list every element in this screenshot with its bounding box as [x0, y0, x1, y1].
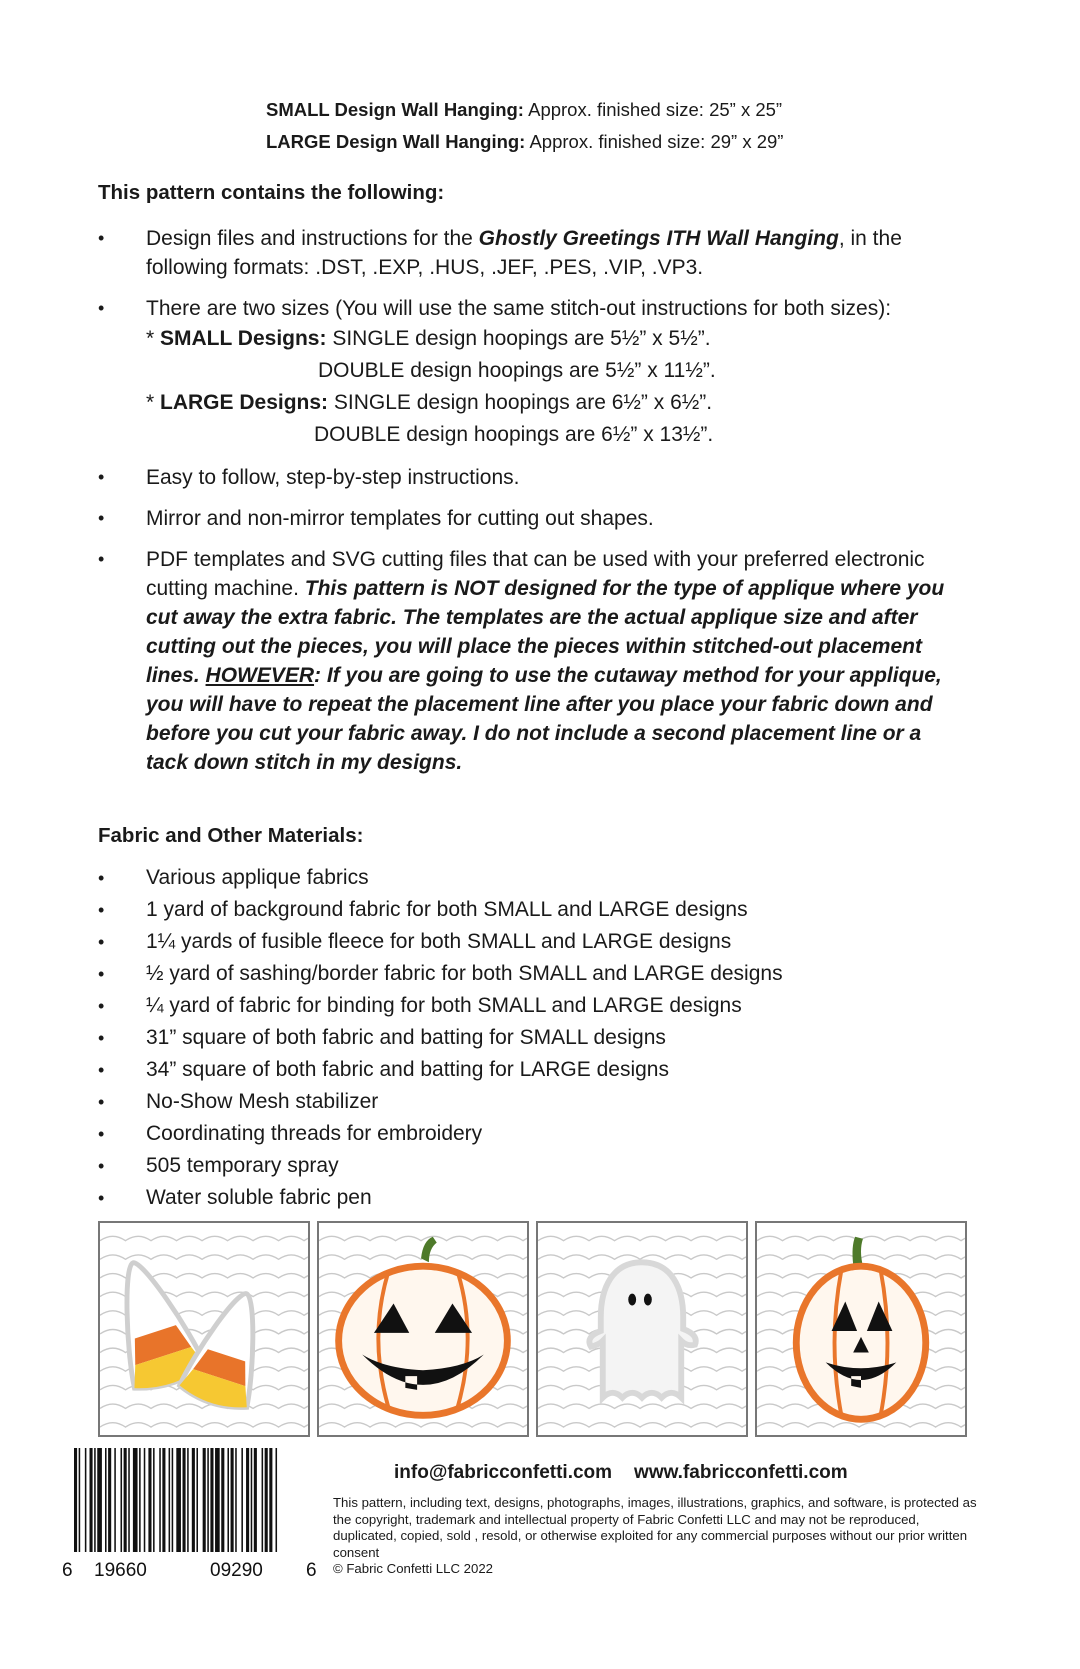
- small-double-line: DOUBLE design hoopings are 5½” x 11½”.: [318, 359, 716, 382]
- candy-corn-design: [98, 1221, 310, 1437]
- small-size-value: Approx. finished size: 25” x 25”: [528, 99, 783, 120]
- barcode-digit-lead: 6: [62, 1560, 73, 1580]
- bullet: •: [98, 508, 105, 528]
- material-item-text: No-Show Mesh stabilizer: [146, 1090, 379, 1113]
- small-single-line: [146, 323, 968, 355]
- large-size-value: Approx. finished size: 29” x 29”: [529, 131, 784, 152]
- bullet: •: [98, 298, 105, 318]
- material-item-text: 505 temporary spray: [146, 1154, 339, 1177]
- contains-item-text: PDF templates and SVG cutting files that can be used with your preferred electronic cutting machine.: [146, 548, 925, 600]
- bullet: •: [98, 1124, 105, 1144]
- contains-list: [98, 224, 968, 789]
- list-item: [98, 224, 968, 282]
- list-item: [98, 463, 968, 492]
- bullet: •: [98, 1092, 105, 1112]
- stem: [421, 1237, 437, 1263]
- bullet: •: [98, 228, 105, 248]
- bullet: •: [98, 467, 105, 487]
- barcode-group-left: 19660: [94, 1560, 147, 1580]
- material-item: [98, 1054, 968, 1086]
- bullet: •: [98, 1156, 105, 1176]
- small-designs-label: SMALL Designs:: [160, 327, 327, 350]
- bullet: •: [98, 900, 105, 920]
- bullet: •: [98, 1028, 105, 1048]
- contains-item-text: Design files and instructions for the: [146, 227, 479, 250]
- bullet: •: [98, 996, 105, 1016]
- sizes-intro: There are two sizes (You will use the same stitch-out instructions for both sizes):: [146, 297, 892, 320]
- material-item: [98, 894, 968, 926]
- design-previews: [98, 1221, 967, 1437]
- contains-heading: This pattern contains the following:: [98, 181, 445, 204]
- list-item: [98, 545, 968, 777]
- material-item-text: ½ yard of sashing/border fabric for both SMALL and LARGE designs: [146, 962, 783, 985]
- stem: [852, 1237, 862, 1266]
- asterisk: *: [146, 327, 161, 350]
- asterisk: *: [146, 391, 161, 414]
- material-item-text: Water soluble fabric pen: [146, 1186, 372, 1209]
- bullet: •: [98, 549, 105, 569]
- material-item-text: 1¼ yards of fusible fleece for both SMALL and LARGE designs: [146, 930, 732, 953]
- material-item: [98, 1150, 968, 1182]
- pattern-name: Ghostly Greetings ITH Wall Hanging: [478, 227, 839, 250]
- material-item-text: Coordinating threads for embroidery: [146, 1122, 483, 1145]
- barcode-digit-check: 6: [306, 1560, 317, 1580]
- material-item-text: Various applique fabrics: [146, 866, 369, 889]
- material-item-text: ¼ yard of fabric for binding for both SMALL and LARGE designs: [146, 994, 742, 1017]
- pumpkin-body: [339, 1266, 508, 1415]
- small-single-text: SINGLE design hoopings are 5½” x 5½”.: [326, 327, 711, 350]
- small-size-line: [266, 94, 783, 126]
- material-item-text: 31” square of both fabric and batting for SMALL designs: [146, 1026, 666, 1049]
- tall-jack-o-lantern-design: [755, 1221, 967, 1437]
- barcode: [62, 1448, 320, 1580]
- material-item: [98, 862, 968, 894]
- jack-o-lantern-design: [317, 1221, 529, 1437]
- ghost-design: [536, 1221, 748, 1437]
- material-item: [98, 1022, 968, 1054]
- list-item: [98, 294, 968, 451]
- material-item: [98, 1118, 968, 1150]
- website-link[interactable]: www.fabricconfetti.com: [634, 1462, 848, 1483]
- materials-list: [98, 862, 968, 1214]
- materials-heading: Fabric and Other Materials:: [98, 824, 364, 847]
- bullet: •: [98, 964, 105, 984]
- material-item: [98, 990, 968, 1022]
- ghost-body: [589, 1262, 695, 1397]
- large-designs-label: LARGE Designs:: [160, 391, 329, 414]
- bullet: •: [98, 1188, 105, 1208]
- list-item: [98, 504, 968, 533]
- bullet: •: [98, 868, 105, 888]
- large-single-line: [146, 387, 968, 419]
- legal-text: This pattern, including text, designs, photographs, images, illustrations, graphics, and software, is protected as the copyright, trademark and intellectual property of Fabric Confetti LLC and may not be reproduced, duplicated, copied, sold , resold, or otherwise exploited for any commercial purposes without our prior written consent: [333, 1495, 977, 1560]
- cutaway-note: This pattern is NOT designed for the type of applique where you cut away the extra fabric. The templates are the actual applique size and after cutting out the pieces, you will place the pieces within stitched-out placement lines.: [146, 577, 945, 687]
- however-label: HOWEVER: [205, 664, 315, 687]
- material-item: [98, 926, 968, 958]
- contact-line: [394, 1462, 848, 1484]
- barcode-group-right: 09290: [210, 1560, 263, 1580]
- contains-item-text: , in the following formats: .DST, .EXP, .HUS, .JEF, .PES, .VIP, .VP3.: [146, 227, 902, 279]
- material-item: [98, 958, 968, 990]
- bullet: •: [98, 1060, 105, 1080]
- copyright: © Fabric Confetti LLC 2022: [333, 1561, 493, 1576]
- material-item-text: 1 yard of background fabric for both SMALL and LARGE designs: [146, 898, 748, 921]
- small-size-label: SMALL Design Wall Hanging:: [266, 99, 524, 120]
- finished-sizes: [266, 94, 783, 158]
- email-link[interactable]: info@fabricconfetti.com: [394, 1462, 613, 1483]
- large-double-line: DOUBLE design hoopings are 6½” x 13½”.: [314, 423, 714, 446]
- large-single-text: SINGLE design hoopings are 6½” x 6½”.: [328, 391, 713, 414]
- large-size-label: LARGE Design Wall Hanging:: [266, 131, 526, 152]
- material-item-text: 34” square of both fabric and batting for LARGE designs: [146, 1058, 669, 1081]
- contains-item-text: Easy to follow, step-by-step instructions.: [146, 466, 520, 489]
- bullet: •: [98, 932, 105, 952]
- legal-notice: [333, 1495, 983, 1578]
- material-item: [98, 1086, 968, 1118]
- large-size-line: [266, 126, 783, 158]
- contains-item-text: Mirror and non-mirror templates for cutting out shapes.: [146, 507, 654, 530]
- cutaway-warning: : If you are going to use the cutaway method for your applique, you will have to repeat the placement line after you place your fabric down and before you cut your fabric away. I do not include a second placement line or a tack down stitch in my designs.: [146, 664, 942, 774]
- material-item: [98, 1182, 968, 1214]
